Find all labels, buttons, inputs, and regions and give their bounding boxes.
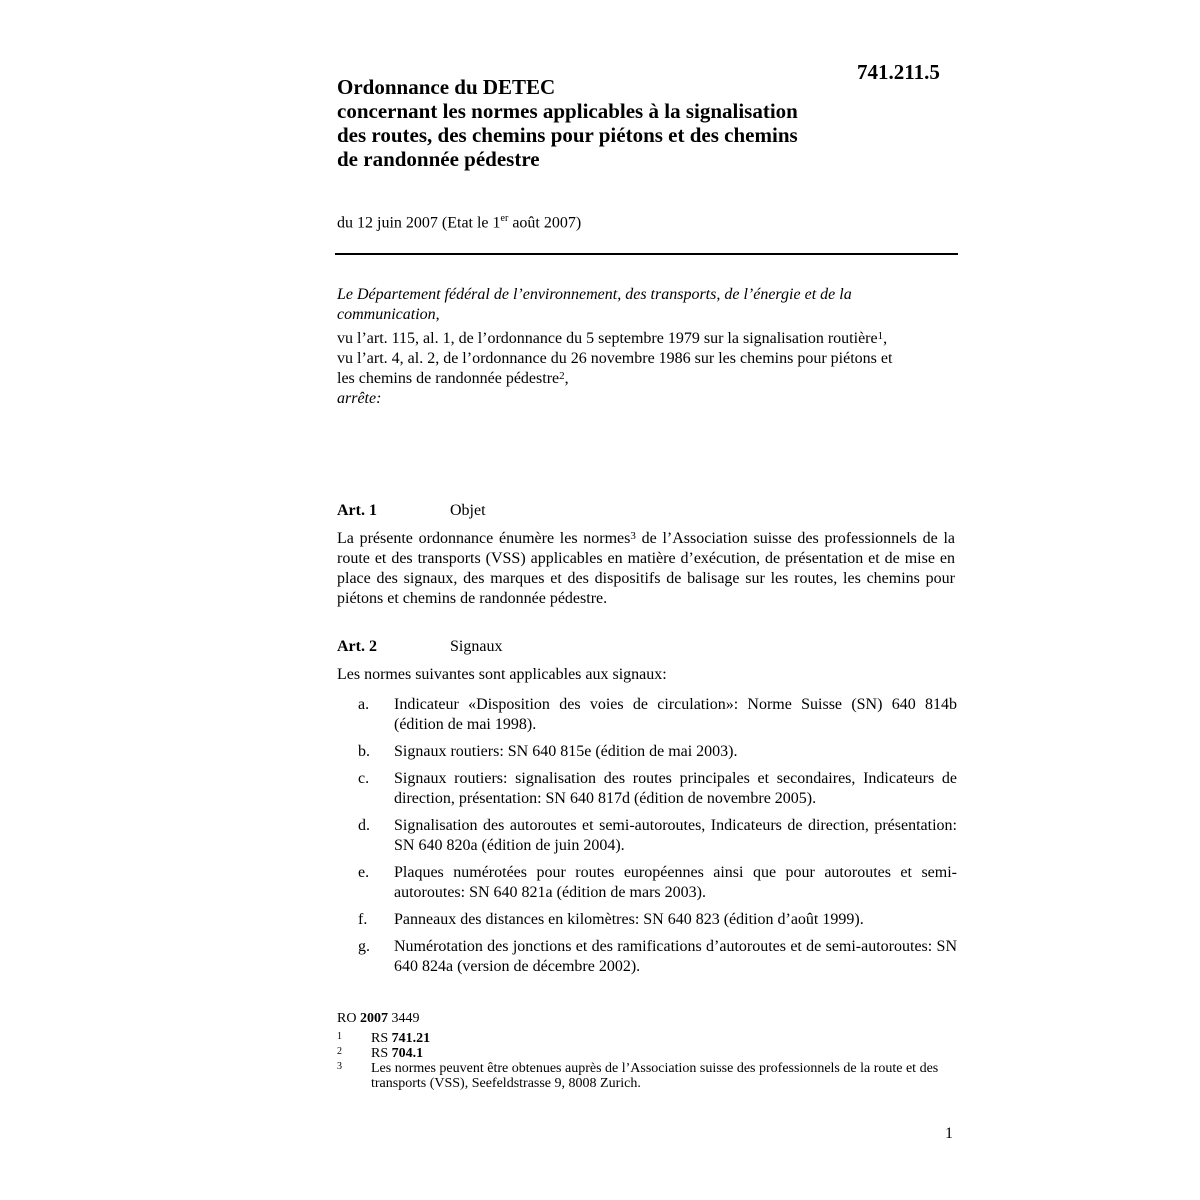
date-superscript: er <box>500 213 509 224</box>
title-line: Ordonnance du DETEC <box>337 75 556 99</box>
article-title: Signaux <box>450 638 503 655</box>
article-2-list <box>337 695 957 984</box>
header-divider <box>335 253 958 255</box>
list-text: Signaux routiers: SN 640 815e (édition de mai 2003). <box>394 743 738 760</box>
title-line: concernant les normes applicables à la signalisation <box>337 99 798 123</box>
list-text: Indicateur «Disposition des voies de circulation»: Norme Suisse (SN) 640 814b (édition de mai 1998). <box>394 696 957 733</box>
legal-basis-1: vu l’art. 115, al. 1, de l’ordonnance du 5 septembre 1979 sur la signalisation routière$^1$, <box>337 330 888 347</box>
footnote-reference[interactable]: 741.21 <box>391 1031 431 1046</box>
list-item <box>337 769 957 809</box>
list-item <box>337 816 957 856</box>
footnote-number: 1 <box>337 1031 342 1042</box>
list-text: Numérotation des jonctions et des ramifications d’autoroutes et de semi-autoroutes: SN 640 824a (version de décembre 2002). <box>394 938 957 975</box>
list-text: Signaux routiers: signalisation des routes principales et secondaires, Indicateurs de direction, présentation: SN 640 817d (édition de novembre 2005). <box>394 770 957 807</box>
footnote <box>337 1061 949 1091</box>
footnotes <box>337 1031 949 1091</box>
decision-word: arrête: <box>337 390 382 407</box>
list-item <box>337 742 957 762</box>
article-2-intro: Les normes suivantes sont applicables aux signaux: <box>337 666 667 683</box>
list-letter: e. <box>358 864 370 881</box>
article-1-heading <box>337 502 957 522</box>
list-item <box>337 695 957 735</box>
list-text: Panneaux des distances en kilomètres: SN 640 823 (édition d’août 1999). <box>394 911 864 928</box>
legal-basis-2: vu l’art. 4, al. 2, de l’ordonnance du 26 novembre 1986 sur les chemins pour piétons et les chemins de randonnée pédestre$^2$, <box>337 350 893 387</box>
list-item <box>337 910 957 930</box>
footnote-number: 2 <box>337 1046 342 1057</box>
title-line: des routes, des chemins pour piétons et des chemins <box>337 123 798 147</box>
footnote-ref-1[interactable]: 1 <box>877 330 884 342</box>
list-letter: b. <box>358 743 370 760</box>
title-line: de randonnée pédestre <box>337 147 540 171</box>
article-2-heading <box>337 638 957 658</box>
article-1-body: La présente ordonnance énumère les normes$^3$ de l’Association suisse des professionnels de la route et des transports (VSS) applicables en matière d’exécution, de présentation et de mise en place des signaux, des marques et des dispositifs de balisage sur les routes, les chemins pour piétons et chemins de randonnée pédestre. <box>337 530 956 607</box>
page-number: 1 <box>945 1125 953 1142</box>
list-letter: g. <box>358 938 370 955</box>
list-letter: a. <box>358 696 370 713</box>
footnote-reference[interactable]: 704.1 <box>391 1046 424 1061</box>
list-item <box>337 863 957 903</box>
list-text: Signalisation des autoroutes et semi-autoroutes, Indicateurs de direction, présentation: SN 640 820a (édition de juin 2004). <box>394 817 957 854</box>
footnote-ref-2[interactable]: 2 <box>559 370 565 382</box>
footnote-ref-3[interactable]: 3 <box>630 530 636 542</box>
document-title <box>337 75 798 171</box>
list-letter: f. <box>358 911 368 928</box>
ro-reference: RO 2007 3449 <box>337 1011 420 1026</box>
list-text: Plaques numérotées pour routes européennes ainsi que pour autoroutes et semi-autoroutes: SN 640 821a (édition de mars 2003). <box>394 864 957 901</box>
list-item <box>337 937 957 977</box>
footnote-number: 3 <box>337 1061 342 1072</box>
footnote: 2 RS 704.1 <box>337 1046 424 1061</box>
list-letter: c. <box>358 770 370 787</box>
document-number: 741.211.5 <box>857 60 940 84</box>
footnote: 1 RS 741.21 <box>337 1031 431 1046</box>
preamble <box>337 285 897 409</box>
document-date: du 12 juin 2007 (Etat le 1er août 2007) <box>337 213 582 232</box>
article-title: Objet <box>450 502 486 519</box>
article-number: Art. 1 <box>337 502 377 519</box>
article-number: Art. 2 <box>337 638 377 655</box>
list-letter: d. <box>358 817 370 834</box>
issuing-authority: Le Département fédéral de l’environnement, des transports, de l’énergie et de la communication, <box>337 286 852 323</box>
footnote-text: Les normes peuvent être obtenues auprès de l’Association suisse des professionnels de la route et des transports (VSS), Seefeldstrasse 9, 8008 Zurich. <box>371 1061 939 1091</box>
